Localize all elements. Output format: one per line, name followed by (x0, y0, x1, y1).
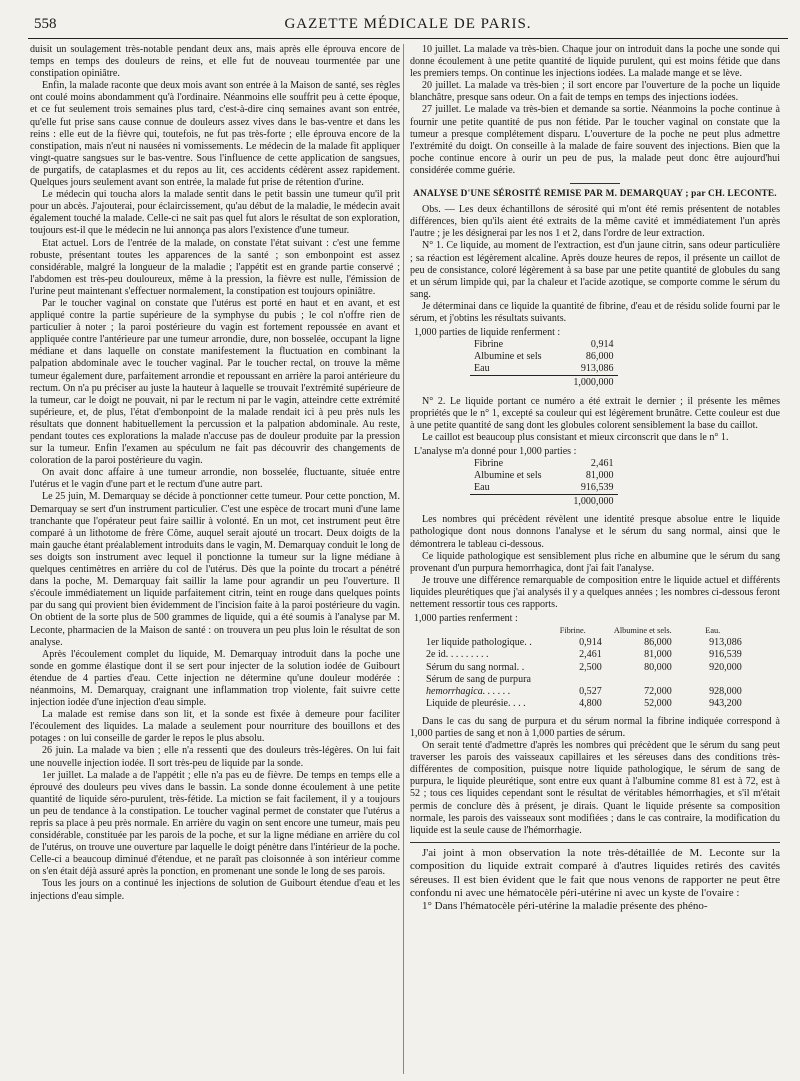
paragraph: Le 25 juin, M. Demarquay se décide à ponctionner cette tumeur. Pour cette ponction, M. Demarquay se sert d'un instrument particulier. C'est une espèce de trocart muni d'une lame tranchante que l'opérateur peut faire saillir à volonté. En un mot, cet instrument peut être comparé à un lithotome de frère Côme, auquel serait ajouté un trocart. Deux doigts de la main gauche étant préalablement introduits dans le vagin, M. Demarquay conduit le long de ses doigts son instrument avec lequel il ponctionne la tumeur sur la ligne médiane à quelques centimètres en arrière du col de l'utérus. Dès que la pointe du trocart a pénétré dans la poche, M. Demarquay fait saillir la lame pour agrandir un peu l'ouverture. Il s'écoule immédiatement un liquide parfaitement citrin, teint en rouge dans quelques points par du sang qui provient bien évidemment de l'incision faite à la paroi postérieure du vagin. On obtient de la sorte plus de 500 grammes de liquide, qui a été soumis à l'analyse par M. Leconte, pharmacien de la Maison de santé : on trouvera un peu plus loin le résultat de son analyse. (30, 491, 400, 648)
paragraph: Enfin, la malade raconte que deux mois avant son entrée à la Maison de santé, ses règles ont coulé moins abondamment qu'à l'ordinaire. Néanmoins elle souffrit peu à cette époque, et ce fut seulement trois semaines plus tard, c'est-à-dire cinq semaines avant son entrée, qu'elle fut prise sans cause connue de douleurs assez vives dans le bas-ventre et dans les reins : elle eut de la fièvre qui, toutefois, ne fut pas très-forte ; elle éprouva encore de la constipation, mais n'eut ni nausées ni vomissements. Le médecin de la malade fit appliquer vingt-quatre sangsues sur le bas-ventre. Sous l'influence de cette application de sangsues, de purgatifs, de cataplasmes et du repos au lit, ces accidents cédèrent assez rapidement. Quelques jours seulement avant son entrée, la malade fut prise de rétention d'urine. (30, 80, 400, 189)
table-row: 2e id. . . . . . . . . 2,461 81,000 916,539 (426, 649, 742, 661)
paragraph: Etat actuel. Lors de l'entrée de la malade, on constate l'état suivant : c'est une femme robuste, présentant toutes les apparences de la santé ; son embonpoint est assez considérable, malgré la longueur de la maladie ; l'appétit est en grande partie conservé ; l'abdomen est très-peu douloureux, même à la pression, la fièvre est nulle, l'émission de l'urine peut maintenant s'effectuer normalement, la constipation est toujours opiniâtre. (30, 237, 400, 297)
comparison-table (410, 613, 780, 710)
table-row: Eau 916,539 (474, 482, 614, 494)
paragraph: Le caillot est beaucoup plus consistant et mieux circonscrit que dans le n° 1. (422, 431, 729, 443)
paragraph: La malade est remise dans son lit, et la sonde est fixée à demeure pour faciliter l'écoulement des liquides. La malade a seulement pour nourriture des bouillons et des potages : on lui conseille de garder le repos le plus absolu. (30, 709, 400, 745)
table-row: Sérum du sang normal. . 2,500 80,000 920,000 (426, 661, 742, 673)
column-divider (403, 44, 404, 1074)
paragraph: 1er juillet. La malade a de l'appétit ; elle n'a pas eu de fièvre. De temps en temps elle a éprouvé des douleurs peu vives dans le bassin. La sonde donne écoulement à une petite quantité de liquide séro-purulent, très-fétide. La miction se fait facilement, il y a toujours un peu de tendance à la constipation. Le toucher vaginal permet de constater que l'utérus a repris sa place à peu près normale. En arrière du vagin on sent encore une tumeur, mais peu considérable, constituée par les parois de la poche, et sur la ligne médiane en arrière du col de l'utérus, on trouve une ouverture par laquelle le doigt pénètre dans l'intérieur de la poche. Celle-ci a beaucoup diminué d'étendue, et ne paraît pas cloisonnée à son intérieur comme on s'en était déjà assuré après la ponction, en promenant une sonde le long de ses parois. (30, 769, 400, 878)
page-header (28, 10, 788, 39)
right-column (410, 44, 780, 1074)
table-total: 1,000,000 (470, 495, 618, 509)
journal-title: GAZETTE MÉDICALE DE PARIS. (284, 16, 532, 32)
table-intro: 1,000 parties de liquide renferment : (414, 327, 561, 339)
paragraph: 27 juillet. Le malade va très-bien et demande sa sortie. Néanmoins la poche continue à fournir une petite quantité de pus non fétide. Par le toucher vaginal on constate que la tumeur a presque complétement disparu. L'ouverture de la poche ne peut plus admettre l'extrémité du doigt. On conseille à la malade de faire souvent des injections. Bien que la poche continue encore à ourir un peu de pus, la malade peut donc être aujourd'hui considérée comme guérie. (410, 104, 780, 176)
left-column (30, 44, 400, 1074)
section-rule (410, 842, 780, 843)
paragraph: Je déterminai dans ce liquide la quantité de fibrine, d'eau et de résidu solide fourni par le sérum, et j'obtins les résultats suivants. (410, 300, 780, 324)
paragraph: Par le toucher vaginal on constate que l'utérus est porté en haut et en avant, et est appliqué contre la partie supérieure de la symphyse du pubis ; le col n'offre rien de particulier à noter ; la paroi postérieure du vagin est fortement repoussée en avant et appliquée contre l'antérieure par une tumeur arrondie, dure, non bosselée, occupant la ligne médiane et dans laquelle on constate manifestement la fluctuation en combinant la palpation abdominale avec le toucher vaginal. Par le toucher rectal, on trouve la même tumeur également dure, parfaitement arrondie et repoussant en arrière la paroi antérieure du rectum. On n'a pu préciser au juste la hauteur à laquelle se trouvait l'extrémité supérieure de la tumeur, car le doigt ne pouvait, ni par le rectum ni par le vagin, atteindre cette extrémité supérieure, et, de plus, l'état d'embonpoint de la malade rendait ici à peu près nuls les résultats que donnent habituellement la percussion et la palpation abdominale. Au reste, pendant toutes ces explorations la malade n'accuse pas de douleur produite par la pression sur la tumeur. Enfin l'examen au spéculum ne fait pas découvrir des changements de coloration de la paroi postérieure du vagin. (30, 297, 400, 467)
paragraph: Ce liquide pathologique est sensiblement plus riche en albumine que le sérum du sang provenant d'un purpura hemorrhagica, dont j'ai fait l'analyse. (410, 550, 780, 574)
table-total: 1,000,000 (470, 376, 618, 390)
paragraph: Dans le cas du sang de purpura et du sérum normal la fibrine indiquée correspond à 1,000 parties de sang et non à 1,000 parties de sérum. (410, 715, 780, 739)
table-row: Eau 913,086 (474, 363, 614, 375)
table-intro: L'analyse m'a donné pour 1,000 parties : (414, 445, 577, 457)
paragraph: On avait donc affaire à une tumeur arrondie, non bosselée, fluctuante, située entre l'utérus et le vagin d'une part et le rectum d'une autre part. (30, 467, 400, 491)
paragraph: Obs. — Les deux échantillons de sérosité qui m'ont été remis présentent de notables différences, bien qu'ils aient été extraits de la même cavité et immédiatement l'un après l'autre ; je les désignerai par les nos 1 et 2, dans l'ordre de leur extraction. (410, 204, 780, 240)
table-row: 1er liquide pathologique. . 0,914 86,000 913,086 (426, 637, 742, 649)
paragraph: Les nombres qui précèdent révèlent une identité presque absolue entre le liquide pathologique dont nous donnons l'analyse et le sérum du sang normal, ainsi que le démontrera le tableau ci-dessous. (410, 514, 780, 550)
paragraph: 10 juillet. La malade va très-bien. Chaque jour on introduit dans la poche une sonde qui donne écoulement à une petite quantité de liquide purulent, qui est moins fétide que dans les premiers temps. On continue les injections iodées. La malade mange et se lève. (410, 44, 780, 80)
composition-table-1 (410, 327, 780, 389)
paragraph: 26 juin. La malade va bien ; elle n'a ressenti que des douleurs très-légères. On lui fait une nouvelle injection iodée. Il sort très-peu de liquide par la sonde. (30, 745, 400, 769)
paragraph: On serait tenté d'admettre d'après les nombres qui précèdent que le sérum du sang peut traverser les parois des vaisseaux capillaires et les séreuses dans des conditions très-différentes de composition, puisque notre liquide pathologique, le sérum de sang de purpura, le liquide pleurétique, sont entre eux quant à l'albumine comme 81 est à 72, est à 52 ; tous ces liquides cependant sont le résultat de véritables hémorrhagies, et s'il m'était permis de conclure dès à présent, je dirais. Quant le liquide présente sa composition normale, les parois des vaisseaux sont modifiées ; dans le cas contraire, la modification du liquide est la seule cause de l'hémorrhagie. (410, 740, 780, 836)
paragraph: J'ai joint à mon observation la note très-détaillée de M. Leconte sur la composition du liquide extrait comparé à d'autres liquides retirés des cavités séreuses. Il est bien évident que le fait que nous venons de rapporter ne peut être confondu ni avec une hématocèle péri-utérine ni avec un kyste de l'ovaire : (410, 846, 780, 900)
table-row: Albumine et sels 81,000 (474, 470, 614, 482)
paragraph: Je trouve une différence remarquable de composition entre le liquide actuel et différents liquides pleurétiques que j'ai analysés il y a quelques années ; les nombres ci-dessous feront nettement ressortir tous ces rapports. (410, 574, 780, 611)
paragraph: N° 1. Ce liquide, au moment de l'extraction, est d'un jaune citrin, sans odeur particulière ; sa réaction est légèrement alcaline. Après douze heures de repos, il présente un caillot de peu de consistance, coloré légèrement à sa base par une petite quantité de globules du sang et un sérum limpide qui, par la chaleur et l'acide azotique, se comporte comme le sérum du sang. (410, 240, 780, 300)
composition-table-2 (410, 446, 780, 508)
table-row: Liquide de pleurésie. . . . 4,800 52,000 943,200 (426, 697, 742, 709)
table-row: Fibrine 2,461 (474, 458, 614, 469)
analysis-heading: ANALYSE D'UNE SÉROSITÉ REMISE PAR M. DEMARQUAY ; par CH. LECONTE. (410, 183, 780, 200)
paragraph: N° 2. Le liquide portant ce numéro a été extrait le dernier ; il présente les mêmes propriétés que le n° 1, excepté sa couleur qui est légèrement brunâtre. Cette couleur est due à une petite quantité de sang dont les globules colorent sensiblement la base du caillot. (410, 395, 780, 431)
paragraph: Le médecin qui toucha alors la malade sentit dans le petit bassin une tumeur qu'il prit pour un abcès. J'ajouterai, pour éclaircissement, qu'au début de la maladie, le médecin avait également touché la malade. Celle-ci ne sait pas quel fut alors le résultat de son exploration, toujours est-il que le médecin ne lui annonça pas alors l'existence d'une tumeur. (30, 189, 400, 237)
table-row: hemorrhagica. . . . . . 0,527 72,000 928,000 (426, 685, 742, 697)
table-intro: 1,000 parties renferment : (414, 613, 518, 625)
paragraph: 1° Dans l'hématocèle péri-utérine la maladie présente des phéno- (422, 900, 708, 913)
paragraph: 20 juillet. La malade va très-bien ; il sort encore par l'ouverture de la poche un liquide blanchâtre, presque sans odeur. On a fait de temps en temps des injections iodées. (410, 80, 780, 104)
table-row: Albumine et sels 86,000 (474, 351, 614, 363)
paragraph: duisit un soulagement très-notable pendant deux ans, mais après elle éprouva encore de temps en temps des douleurs de reins, et elle fut de nouveau tourmentée par une constipation opiniâtre. (30, 44, 400, 80)
paragraph: Tous les jours on a continué les injections de solution de Guibourt étendue d'eau et les injections d'eau simple. (30, 878, 400, 902)
paragraph: Après l'écoulement complet du liquide, M. Demarquay introduit dans la poche une sonde en gomme élastique dont il se sert pour injecter de la solution iodée de Guibourt étendue de 4 parties d'eau. Cette injection ne détermine qu'une douleur modérée : néanmoins, M. Demarquay, craignant une inflammation trop violente, fait suivre cette injection iodée d'une injection d'eau simple. (30, 648, 400, 709)
table-row: Fibrine 0,914 (474, 339, 614, 351)
page-number: 558 (34, 16, 57, 32)
table-row: Sérum de sang de purpura (426, 673, 531, 685)
table-header: Fibrine. Albumine et sels. Eau. (559, 626, 721, 636)
